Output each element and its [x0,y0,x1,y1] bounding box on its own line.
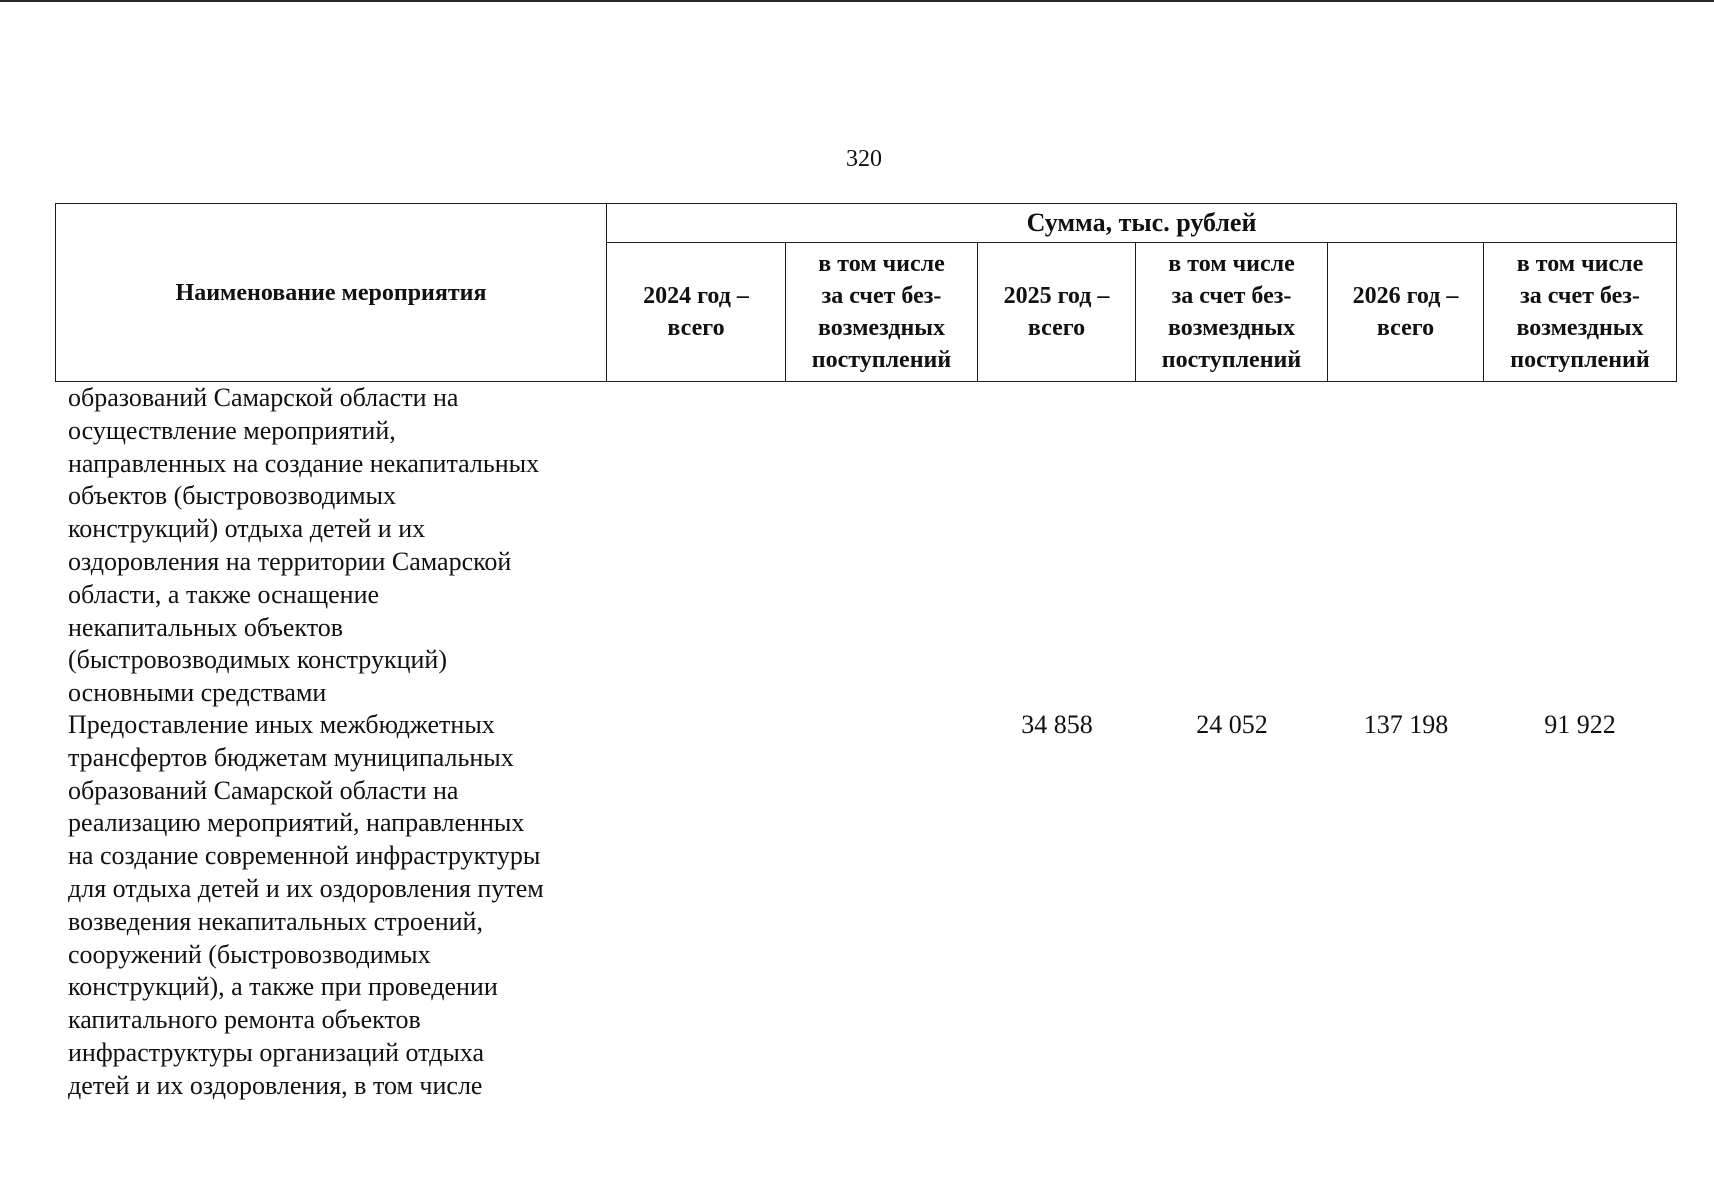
cell-2026-grants: 91 922 [1544,710,1616,739]
top-rule [0,0,1714,2]
budget-table-header [55,203,1677,382]
cell-2025-total: 34 858 [1021,710,1093,739]
header-event-name: Наименование мероприятия [56,204,607,382]
header-2025-total: 2025 год – всего [978,243,1136,382]
header-2026-total: 2026 год – всего [1328,243,1484,382]
header-2026-grants: в том числе за счет без- возмездных поступлений [1484,243,1677,382]
header-2025-grants: в том числе за счет без- возмездных поступлений [1136,243,1328,382]
row-description-transfers: Предоставление иных межбюджетных трансфертов бюджетам муниципальных образований Самарской области на реализацию мероприятий, направленных на создание современной инфраструктуры для отдыха детей и их оздоровления путем возведения некапитальных строений, сооружений (быстровозводимых конструкций), а также при проведении капитального ремонта объектов инфраструктуры организаций отдыха детей и их оздоровления, в том числе [68,710,544,1100]
page-number: 320 [846,146,882,172]
row-description-continued: образований Самарской области на осуществление мероприятий, направленных на создание некапитальных объектов (быстровозводимых конструкций) отдыха детей и их оздоровления на территории Самарской области, а также оснащение некапитальных объектов (быстровозводимых конструкций) основными средствами [68,383,540,708]
header-2024-total: 2024 год – всего [607,243,786,382]
cell-2025-grants: 24 052 [1196,710,1268,739]
header-2024-grants: в том числе за счет без- возмездных поступлений [786,243,978,382]
cell-2026-total: 137 198 [1363,710,1449,739]
header-sum-thousand-rubles: Сумма, тыс. рублей [607,204,1677,243]
table-body [0,382,1714,1122]
